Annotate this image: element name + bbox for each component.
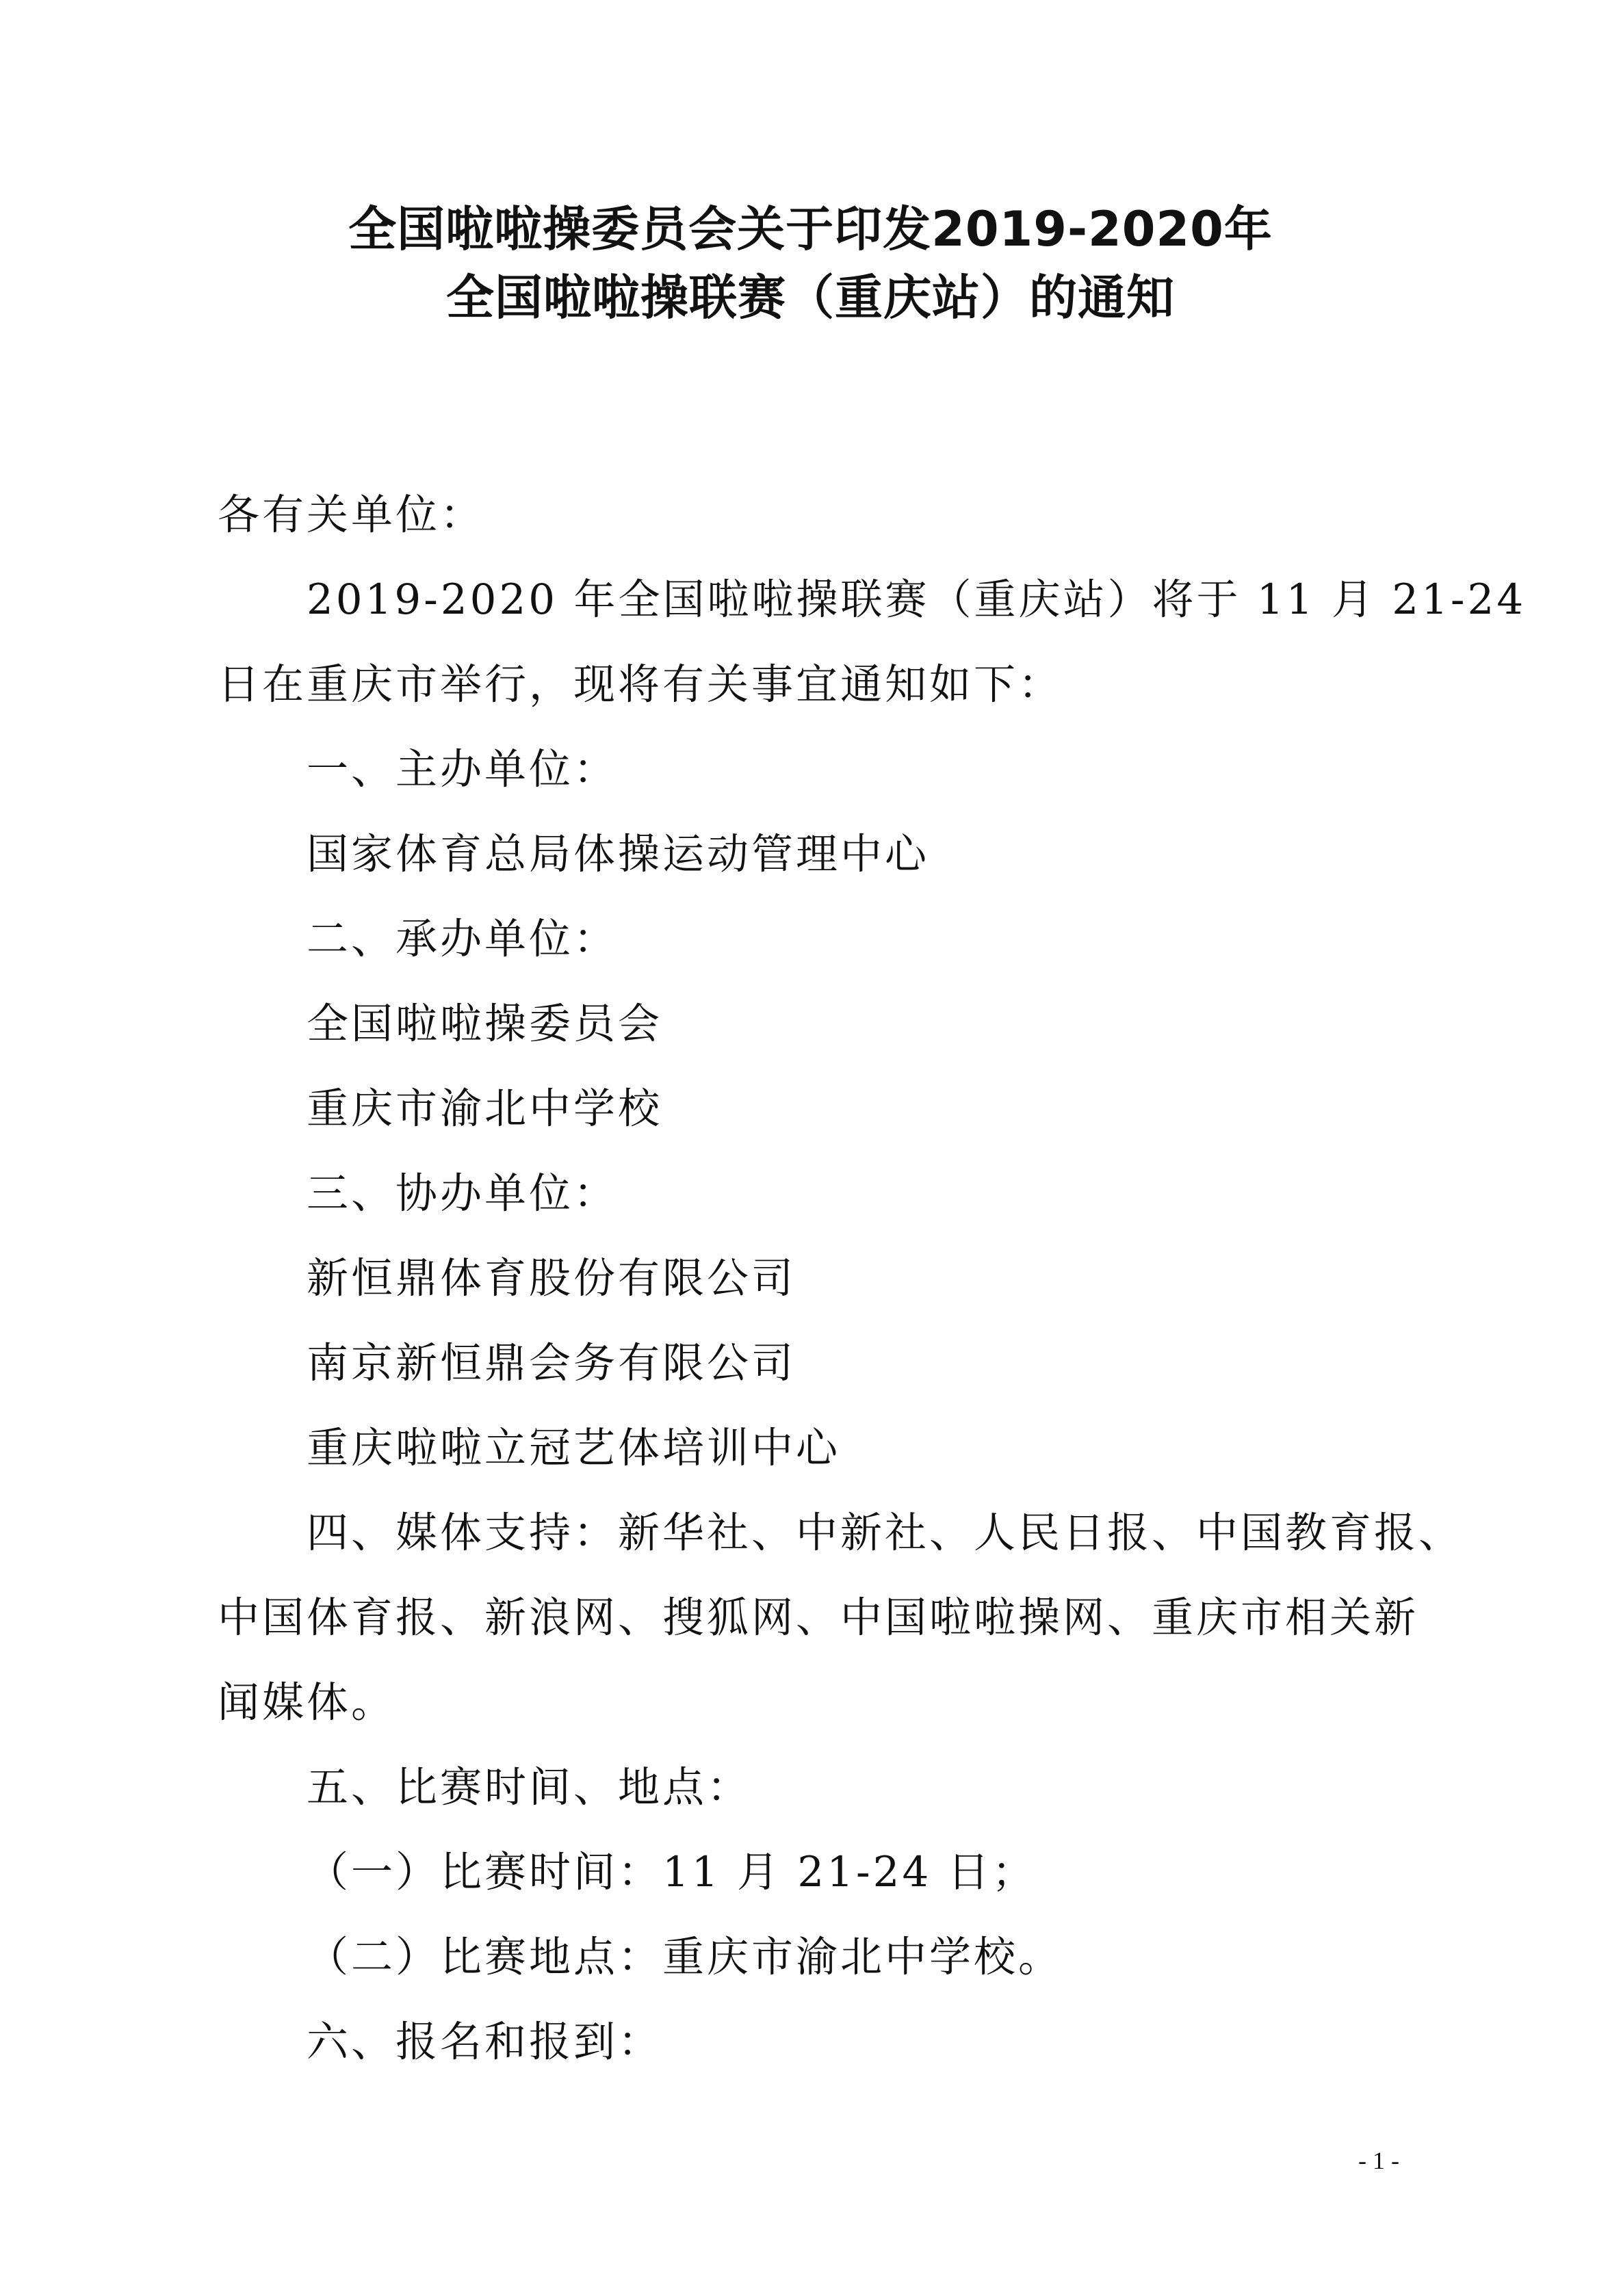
section-3-item: 新恒鼎体育股份有限公司 <box>307 1254 796 1303</box>
section-6-heading: 六、报名和报到： <box>307 2018 663 2066</box>
section-3-item: 重庆啦啦立冠艺体培训中心 <box>307 1424 841 1472</box>
section-2-item: 全国啦啦操委员会 <box>307 1000 663 1048</box>
page-number: - 1 - <box>1358 2147 1399 2174</box>
section-4-line-1: 四、媒体支持：新华社、中新社、人民日报、中国教育报、 <box>307 1509 1464 1557</box>
section-2-item: 重庆市渝北中学校 <box>307 1084 663 1133</box>
title-line-1: 全国啦啦操委员会关于印发2019-2020年 <box>348 201 1273 257</box>
intro-paragraph-line-2: 日在重庆市举行，现将有关事宜通知如下： <box>218 660 1063 709</box>
section-5-item: （二）比赛地点：重庆市渝北中学校。 <box>307 1933 1063 1981</box>
section-3-heading: 三、协办单位： <box>307 1169 619 1218</box>
section-5-heading: 五、比赛时间、地点： <box>307 1763 752 1812</box>
section-1-heading: 一、主办单位： <box>307 745 619 794</box>
salutation: 各有关单位： <box>218 491 485 539</box>
section-1-item: 国家体育总局体操运动管理中心 <box>307 830 930 878</box>
intro-paragraph-line-1: 2019-2020 年全国啦啦操联赛（重庆站）将于 11 月 21-24 <box>307 575 1527 624</box>
section-4-line-3: 闻媒体。 <box>218 1678 396 1727</box>
section-2-heading: 二、承办单位： <box>307 915 619 963</box>
section-3-item: 南京新恒鼎会务有限公司 <box>307 1339 796 1387</box>
section-5-item: （一）比赛时间：11 月 21-24 日； <box>307 1848 1037 1896</box>
section-4-line-2: 中国体育报、新浪网、搜狐网、中国啦啦操网、重庆市相关新 <box>218 1593 1419 1642</box>
title-line-2: 全国啦啦操联赛（重庆站）的通知 <box>446 270 1175 326</box>
